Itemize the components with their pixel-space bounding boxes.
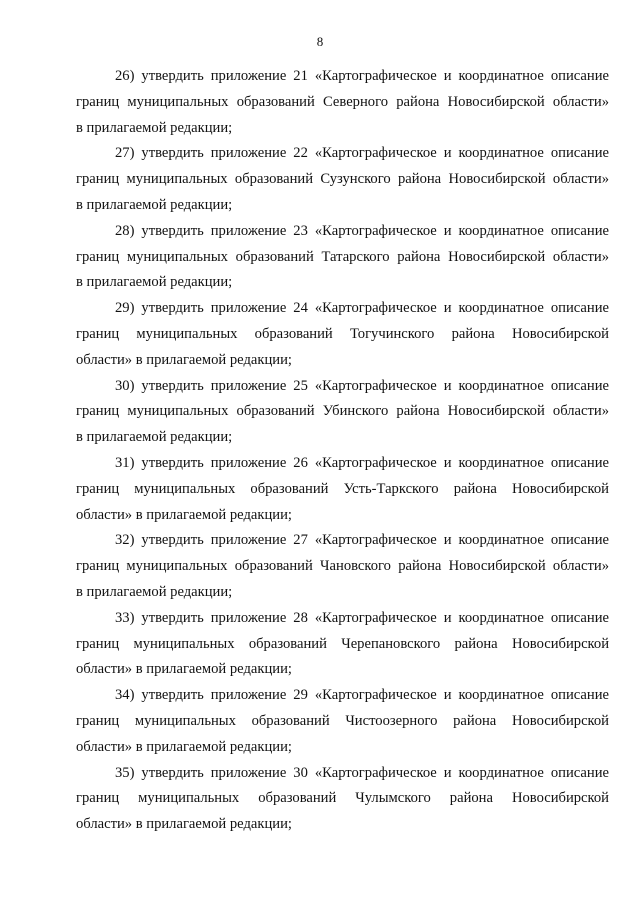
list-item xyxy=(76,374,609,451)
list-item-line: границ муниципальных образований Убинского района Новосибирской области» xyxy=(76,403,609,420)
list-item xyxy=(76,683,609,760)
list-item-line: в прилагаемой редакции; xyxy=(76,196,233,213)
page-number: 8 xyxy=(316,34,324,49)
list-item-line: 27) утвердить приложение 22 «Картографическое и координатное описание xyxy=(115,145,609,162)
list-item-line: 28) утвердить приложение 23 «Картографическое и координатное описание xyxy=(115,222,609,239)
list-item xyxy=(76,296,609,373)
list-item-line: 33) утвердить приложение 28 «Картографическое и координатное описание xyxy=(115,609,609,626)
list-item-line: границ муниципальных образований Сузунского района Новосибирской области» xyxy=(76,171,609,188)
list-item-line: 26) утвердить приложение 21 «Картографическое и координатное описание xyxy=(115,68,609,84)
list-item xyxy=(76,761,609,838)
list-item-line: границ муниципальных образований Усть-Таркского района Новосибирской xyxy=(76,480,609,497)
list-item-line: границ муниципальных образований Чановского района Новосибирской области» xyxy=(76,558,609,575)
list-item xyxy=(76,606,609,683)
list-item xyxy=(76,141,609,218)
list-item xyxy=(76,451,609,528)
list-item-line: области» в прилагаемой редакции; xyxy=(76,738,292,755)
list-item-line: границ муниципальных образований Северного района Новосибирской области» xyxy=(76,93,609,110)
list-item-line: 35) утвердить приложение 30 «Картографическое и координатное описание xyxy=(115,764,609,781)
list-item-line: области» в прилагаемой редакции; xyxy=(76,661,292,678)
list-item xyxy=(76,528,609,605)
list-item xyxy=(76,219,609,296)
list-item-line: 30) утвердить приложение 25 «Картографическое и координатное описание xyxy=(115,377,609,394)
list-item-line: в прилагаемой редакции; xyxy=(76,583,233,600)
list-item-line: 32) утвердить приложение 27 «Картографическое и координатное описание xyxy=(115,532,609,549)
list-item-line: 34) утвердить приложение 29 «Картографическое и координатное описание xyxy=(115,687,609,704)
list-item-line: области» в прилагаемой редакции; xyxy=(76,506,292,523)
list-item-line: 31) утвердить приложение 26 «Картографическое и координатное описание xyxy=(115,454,609,471)
list-item-line: области» в прилагаемой редакции; xyxy=(76,351,292,368)
list-item-line: границ муниципальных образований Татарского района Новосибирской области» xyxy=(76,248,609,265)
document-body xyxy=(76,64,609,838)
list-item-line: в прилагаемой редакции; xyxy=(76,119,233,136)
list-item-line: в прилагаемой редакции; xyxy=(76,274,233,291)
list-item-line: границ муниципальных образований Чистоозерного района Новосибирской xyxy=(76,712,609,729)
list-item-line: в прилагаемой редакции; xyxy=(76,429,233,446)
list-item-line: 29) утвердить приложение 24 «Картографическое и координатное описание xyxy=(115,300,609,317)
list-item-line: границ муниципальных образований Тогучинского района Новосибирской xyxy=(76,325,609,342)
list-item-line: области» в прилагаемой редакции; xyxy=(76,816,292,833)
list-item xyxy=(76,64,609,141)
list-item-line: границ муниципальных образований Чулымского района Новосибирской xyxy=(76,790,609,807)
list-item-line: границ муниципальных образований Черепановского района Новосибирской xyxy=(76,635,609,652)
